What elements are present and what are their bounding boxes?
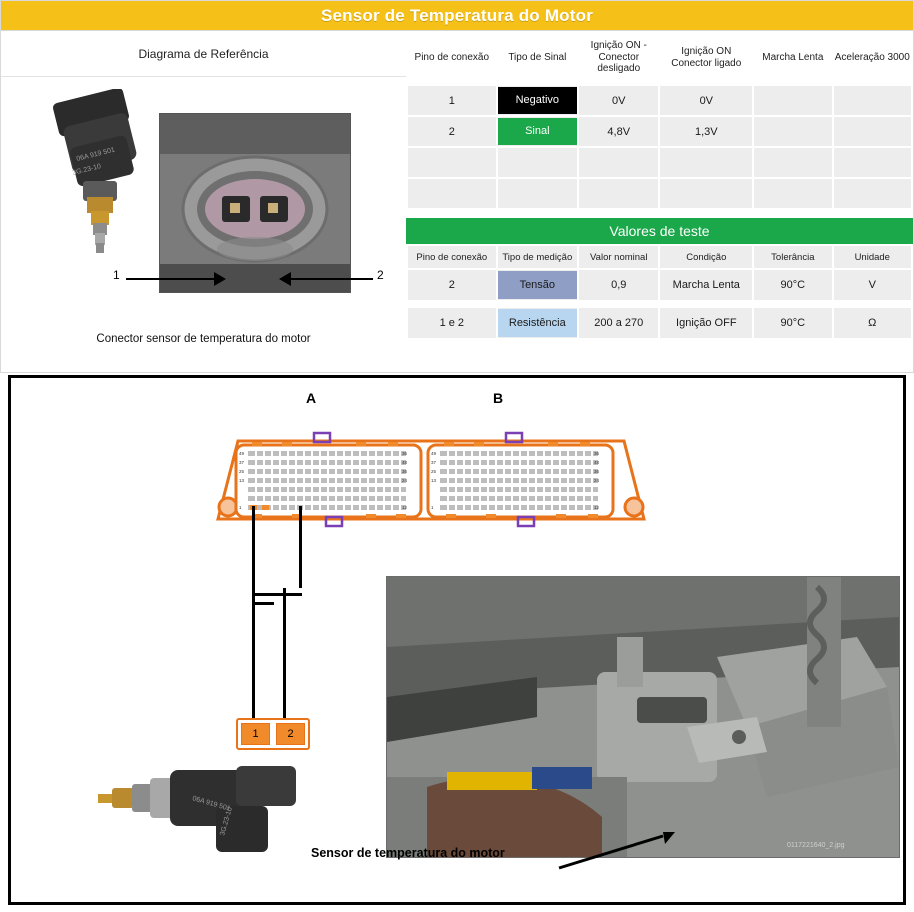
table-row — [407, 269, 912, 301]
table-row — [407, 307, 912, 339]
svg-text:1: 1 — [431, 505, 434, 510]
svg-text:37: 37 — [239, 460, 245, 465]
vt-cell-condition: Ignição OFF — [659, 307, 753, 339]
svg-text:36: 36 — [402, 451, 408, 456]
col-header-ign-on-disconnected: Ignição ON - Conector desligado — [578, 31, 659, 85]
vt-cell-tolerance: 90°C — [753, 307, 832, 339]
vt-col-header-condition: Condição — [659, 245, 753, 269]
sensor-connector-symbol — [236, 718, 310, 750]
cell-pin: 2 — [407, 116, 497, 147]
vt-col-header-unit: Unidade — [833, 245, 912, 269]
cell-accel — [833, 85, 912, 116]
svg-text:36: 36 — [594, 451, 600, 456]
table-row — [407, 85, 912, 116]
wire-pin1-vertical-lower — [252, 602, 255, 720]
svg-text:0117221640_2.jpg: 0117221640_2.jpg — [787, 842, 845, 849]
svg-text:06A 919 501: 06A 919 501 — [191, 795, 232, 813]
svg-text:25: 25 — [431, 469, 437, 474]
table-row — [407, 178, 912, 209]
cell-ign-on-disconnected: 4,8V — [578, 116, 659, 147]
svg-text:48: 48 — [594, 460, 600, 465]
cell-ign-on-connected: 1,3V — [659, 116, 753, 147]
svg-text:49: 49 — [239, 451, 245, 456]
sensor-photo — [37, 89, 157, 269]
cell-ign-on-disconnected: 0V — [578, 85, 659, 116]
connector-pin-2: 2 — [276, 723, 305, 745]
svg-text:37: 37 — [431, 460, 437, 465]
engine-bay-photo — [386, 576, 900, 858]
pin-callout-2: 2 — [377, 268, 384, 282]
reference-diagram-header — [1, 31, 406, 77]
col-header-accel: Aceleração 3000 — [833, 31, 912, 85]
svg-text:48: 48 — [402, 460, 408, 465]
cell-signal-type: Negativo — [498, 87, 577, 114]
svg-text:12: 12 — [402, 505, 408, 510]
pin-1-arrow-head — [214, 272, 226, 286]
vt-cell-pin: 1 e 2 — [407, 307, 497, 339]
wire-jog-horizontal — [252, 593, 302, 596]
signal-table-header-row — [407, 31, 912, 85]
pin-callout-1: 1 — [113, 268, 120, 282]
connector-photo — [159, 113, 351, 293]
svg-text:13: 13 — [239, 478, 245, 483]
col-header-pin: Pino de conexão — [407, 31, 497, 85]
cell-accel — [833, 116, 912, 147]
svg-text:49: 49 — [431, 451, 437, 456]
connector-pin-1: 1 — [241, 723, 270, 745]
cell-ign-on-connected — [659, 178, 753, 209]
signal-table — [406, 31, 913, 210]
cell-accel — [833, 178, 912, 209]
test-values-table — [406, 244, 913, 340]
wire-pin2-vertical-upper — [299, 506, 302, 588]
reference-diagram-column — [1, 31, 406, 371]
test-values-title: Valores de teste — [406, 218, 913, 244]
pin-2-arrow-head — [279, 272, 291, 286]
top-panel — [0, 31, 914, 373]
col-header-ign-on-connected: Ignição ON Conector ligado — [659, 31, 753, 85]
cell-pin — [407, 178, 497, 209]
svg-text:25: 25 — [239, 469, 245, 474]
ecu-connector-label-a: A — [306, 390, 317, 406]
cell-idle — [753, 116, 832, 147]
svg-text:13: 13 — [431, 478, 437, 483]
vt-cell-pin: 2 — [407, 269, 497, 301]
wire-pin1-vertical-upper — [252, 506, 255, 596]
diagram-caption: Sensor de temperatura do motor — [311, 846, 505, 860]
vt-cell-measure-type: Resistência — [498, 309, 577, 337]
vt-cell-nominal: 0,9 — [578, 269, 659, 301]
table-row — [407, 116, 912, 147]
cell-idle — [753, 85, 832, 116]
test-values-header-row — [407, 245, 912, 269]
vt-col-header-measure-type: Tipo de medição — [497, 245, 578, 269]
svg-text:06A 919 501: 06A 919 501 — [75, 146, 116, 163]
svg-text:24: 24 — [594, 478, 600, 483]
caption-arrow-icon — [551, 830, 681, 875]
table-row — [407, 147, 912, 178]
pin-1-arrow-line — [126, 278, 216, 280]
vt-col-header-pin: Pino de conexão — [407, 245, 497, 269]
svg-text:3G.23-10: 3G.23-10 — [219, 806, 234, 837]
reference-diagram-title: Diagrama de Referência — [138, 46, 269, 61]
cell-signal-type — [497, 147, 578, 178]
cell-ign-on-connected: 0V — [659, 85, 753, 116]
vt-cell-tolerance: 90°C — [753, 269, 832, 301]
wiring-diagram-panel — [8, 375, 906, 905]
sensor-photo-bottom — [96, 758, 326, 868]
vt-cell-nominal: 200 a 270 — [578, 307, 659, 339]
cell-signal-type — [497, 178, 578, 209]
cell-ign-on-disconnected — [578, 178, 659, 209]
page-title: Sensor de Temperatura do Motor — [320, 5, 594, 25]
cell-idle — [753, 178, 832, 209]
wire-pin2-vertical-lower — [283, 588, 286, 720]
cell-accel — [833, 147, 912, 178]
page-title-bar — [0, 0, 914, 31]
pin-2-arrow-line — [291, 278, 373, 280]
signal-table-column — [406, 31, 913, 371]
ecu-module-graphic — [206, 423, 656, 533]
connector-caption: Conector sensor de temperatura do motor — [96, 333, 311, 345]
svg-text:36: 36 — [594, 469, 600, 474]
ecu-connector-label-b: B — [493, 390, 504, 406]
cell-ign-on-disconnected — [578, 147, 659, 178]
vt-col-header-tolerance: Tolerância — [753, 245, 832, 269]
svg-text:12: 12 — [594, 505, 600, 510]
vt-cell-unit: V — [833, 269, 912, 301]
vt-cell-unit: Ω — [833, 307, 912, 339]
cell-idle — [753, 147, 832, 178]
cell-pin: 1 — [407, 85, 497, 116]
vt-col-header-nominal: Valor nominal — [578, 245, 659, 269]
cell-ign-on-connected — [659, 147, 753, 178]
vt-cell-condition: Marcha Lenta — [659, 269, 753, 301]
wire-jog-step — [252, 602, 274, 605]
svg-text:3G.23-10: 3G.23-10 — [71, 163, 102, 177]
col-header-idle: Marcha Lenta — [753, 31, 832, 85]
cell-signal-type: Sinal — [498, 118, 577, 145]
svg-text:36: 36 — [402, 469, 408, 474]
svg-text:24: 24 — [402, 478, 408, 483]
vt-cell-measure-type: Tensão — [498, 271, 577, 299]
cell-pin — [407, 147, 497, 178]
col-header-signal-type: Tipo de Sinal — [497, 31, 578, 85]
svg-text:1: 1 — [239, 505, 242, 510]
